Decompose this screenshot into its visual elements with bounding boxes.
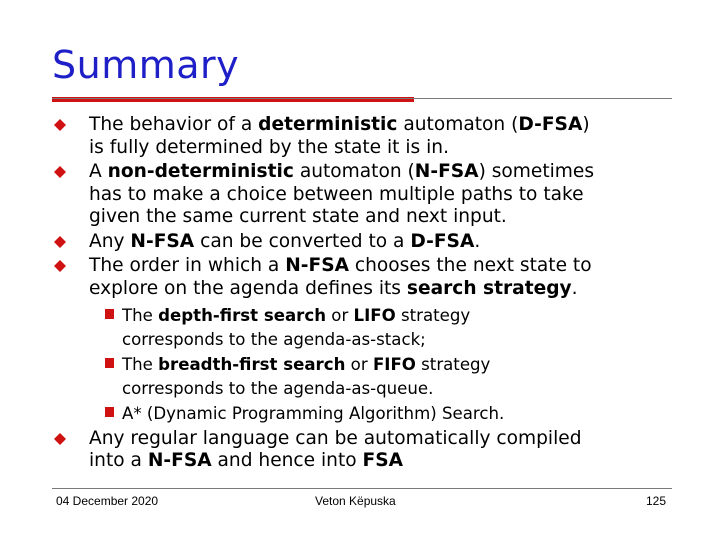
diamond-bullet-icon bbox=[54, 433, 66, 445]
footer-date: 04 December 2020 bbox=[56, 494, 159, 508]
bullet-text: . bbox=[474, 230, 481, 252]
bullet-text: The order in which a bbox=[89, 255, 286, 276]
bullet-text: The behavior of a bbox=[89, 114, 259, 135]
bold-term: FIFO bbox=[372, 355, 416, 374]
square-bullet-icon bbox=[105, 358, 114, 368]
bullet-text: A* (Dynamic Programming Algorithm) Search. bbox=[122, 404, 505, 423]
bold-term: deterministic bbox=[258, 114, 398, 135]
bold-term: depth-first search bbox=[158, 306, 327, 325]
slide-title: Summary bbox=[52, 43, 240, 87]
bold-term: N-FSA bbox=[414, 161, 479, 182]
bold-term: search strategy bbox=[406, 277, 572, 299]
footer-page-number: 125 bbox=[645, 494, 666, 508]
bullet-item bbox=[52, 428, 692, 473]
bullet-text: can be converted to a bbox=[194, 230, 411, 252]
title-underline bbox=[52, 98, 672, 99]
bold-term: FSA bbox=[362, 450, 404, 471]
bullet-text: . bbox=[571, 277, 578, 299]
bullet-text: or bbox=[345, 355, 373, 374]
bullet-text: strategy corresponds to the agenda-as-queue. bbox=[122, 355, 491, 398]
square-bullet-icon bbox=[105, 407, 114, 417]
bold-term: LIFO bbox=[353, 306, 396, 325]
bullet-text: ) is fully determined by the state it is in. bbox=[89, 114, 590, 158]
sub-bullet-item bbox=[52, 304, 692, 351]
bold-term: non-deterministic bbox=[107, 161, 294, 182]
bullet-text: ) sometimes has to make a choice between multiple paths to take given the same current state and next input. bbox=[89, 161, 595, 227]
diamond-bullet-icon bbox=[54, 166, 66, 178]
diamond-bullet-icon bbox=[54, 119, 66, 131]
bullet-text: and hence into bbox=[211, 450, 363, 471]
bullet-text: automaton ( bbox=[293, 161, 415, 182]
bold-term: N-FSA bbox=[285, 255, 349, 276]
bullet-text: A bbox=[89, 161, 108, 182]
bullet-text: chooses the next state to explore on the agenda defines its bbox=[89, 255, 592, 299]
bold-term: D-FSA bbox=[518, 114, 583, 135]
bullet-list bbox=[52, 114, 692, 473]
square-bullet-icon bbox=[105, 309, 114, 319]
bold-term: N-FSA bbox=[147, 450, 212, 471]
footer-divider bbox=[52, 488, 672, 489]
bullet-text: The bbox=[122, 306, 159, 325]
bold-term: N-FSA bbox=[130, 230, 195, 252]
bold-term: D-FSA bbox=[410, 230, 475, 252]
footer-author: Veton Këpuska bbox=[315, 494, 396, 508]
bullet-text: or bbox=[326, 306, 354, 325]
bullet-text: Any regular language can be automatically compiled into a bbox=[89, 427, 582, 471]
sub-bullet-item bbox=[52, 353, 692, 400]
bullet-text: The bbox=[122, 355, 159, 374]
bullet-item bbox=[52, 231, 692, 254]
bullet-text: automaton ( bbox=[397, 114, 519, 135]
bullet-text: Any bbox=[89, 230, 131, 252]
bullet-item bbox=[52, 255, 692, 300]
diamond-bullet-icon bbox=[54, 236, 66, 248]
bullet-item bbox=[52, 161, 692, 229]
diamond-bullet-icon bbox=[54, 260, 66, 272]
bullet-text: strategy corresponds to the agenda-as-stack; bbox=[122, 306, 471, 349]
sub-bullet-item bbox=[52, 402, 692, 426]
bullet-item bbox=[52, 114, 692, 159]
bold-term: breadth-first search bbox=[158, 355, 346, 374]
